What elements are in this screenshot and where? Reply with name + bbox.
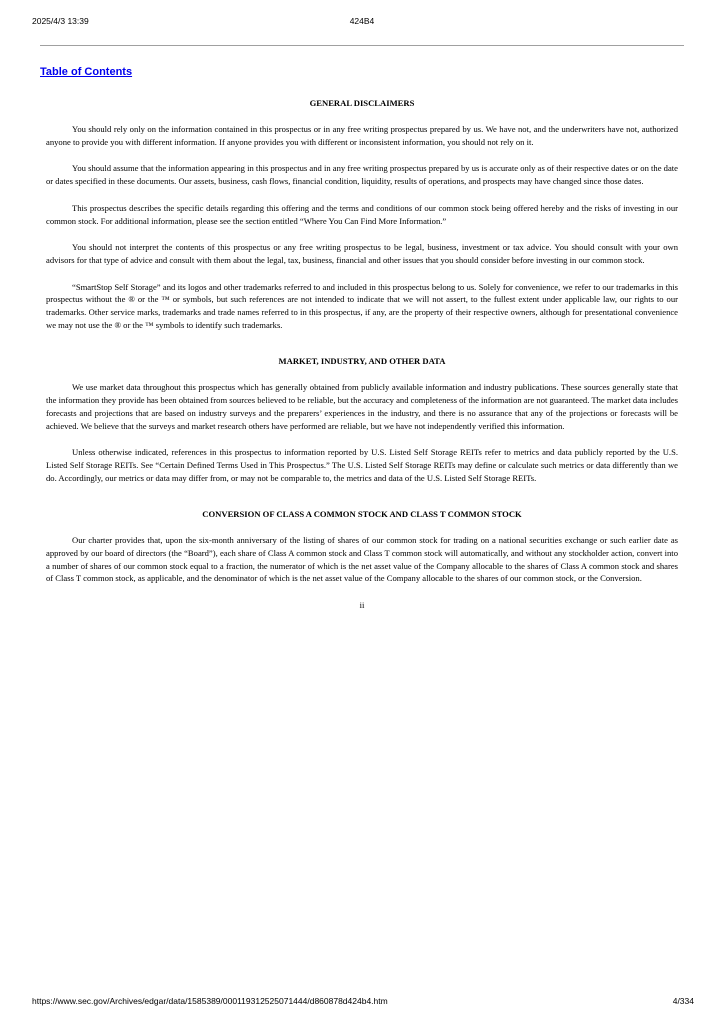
paragraph: This prospectus describes the specific details regarding this offering and the terms and conditions of our common stock being offered hereby and the risks of investing in our common stock. For additional information, please see the section entitled “Where You Can Find More Information.” [46, 202, 678, 226]
paragraph: You should not interpret the contents of this prospectus or any free writing prospectus to be legal, business, investment or tax advice. You should consult with your own advisors for that type of advice and consult with them about the legal, tax, business, financial and other issues that you should consider before investing in our common stock. [46, 242, 678, 265]
section-heading-conversion: CONVERSION OF CLASS A COMMON STOCK AND CLASS T COMMON STOCK [202, 509, 522, 520]
print-url: https://www.sec.gov/Archives/edgar/data/1585389/000119312525071444/d860878d424b4.htm [32, 996, 388, 1006]
section-heading-general-disclaimers: GENERAL DISCLAIMERS [309, 98, 415, 108]
section-heading-market-data: MARKET, INDUSTRY, AND OTHER DATA [278, 356, 446, 367]
browser-print-header [0, 16, 724, 30]
browser-print-footer [0, 996, 724, 1010]
paragraph: You should rely only on the information contained in this prospectus or in any free writing prospectus prepared by us. We have not, and the underwriters have not, authorized anyone to provide you with different information. If anyone provides you with different or inconsistent information, you should not rely on it. [46, 124, 678, 147]
paragraph: We use market data throughout this prospectus which has generally obtained from publicly available information and industry publications. These sources generally state that the information they provide has been obtained from sources believed to be reliable, but the accuracy and completeness of the information are not guaranteed. The market data includes forecasts and projections that are based on industry surveys and the preparers’ experiences in the industry, and there is no assurance that any of the projections or forecasts will be achieved. We believe that the surveys and market research others have performed are reliable, but we have not independently verified this information. [46, 382, 678, 431]
print-timestamp: 2025/4/3 13:39 [32, 16, 89, 26]
paragraph: You should assume that the information appearing in this prospectus and in any free writing prospectus prepared by us is accurate only as of their respective dates or on the date or dates specified in these documents. Our assets, business, cash flows, financial condition, liquidity, results of operations, and prospects may have changed since those dates. [46, 163, 678, 187]
document-body [46, 97, 678, 612]
paragraph: Our charter provides that, upon the six-month anniversary of the listing of shares of our common stock for trading on a national securities exchange or such earlier date as approved by our board of directors (the “Board”), each share of Class A common stock and Class T common stock will automatically, and without any stockholder action, convert into a number of shares of our common stock equal to a fraction, the numerator of which is the net asset value of the Company allocable to the shares of Class A common stock and shares of Class T common stock, as applicable, and the denominator of which is the net asset value of the Company allocable to the shares of our common stock, or the Conversion. [46, 535, 678, 584]
table-of-contents-link[interactable]: Table of Contents [40, 66, 133, 78]
print-page-count: 4/334 [672, 996, 694, 1006]
paragraph: “SmartStop Self Storage” and its logos and other trademarks referred to and included in this prospectus belong to us. Solely for convenience, we refer to our trademarks in this prospectus without the ® or the ™ or symbols, but such references are not intended to indicate that we will not assert, to the fullest extent under applicable law, our rights to our trademarks. Other service marks, trademarks and trade names referred to in this prospectus, if any, are the property of their respective owners, although for presentational convenience we may not use the ® or the ™ symbols to identify such trademarks. [46, 281, 678, 330]
print-title: 424B4 [349, 16, 375, 26]
page-number: ii [359, 600, 365, 611]
header-divider [40, 45, 684, 46]
paragraph: Unless otherwise indicated, references in this prospectus to information reported by U.S. Listed Self Storage REITs refer to metrics and data publicly reported by the U.S. Listed Self Storage REITs. See “Certain Defined Terms Used in This Prospectus.” The U.S. Listed Self Storage REITs may define or calculate such metrics or data differently than we do. Accordingly, our metrics or data may differ from, or may not be comparable to, the metrics and data of the U.S. Listed Self Storage REITs. [46, 447, 678, 483]
